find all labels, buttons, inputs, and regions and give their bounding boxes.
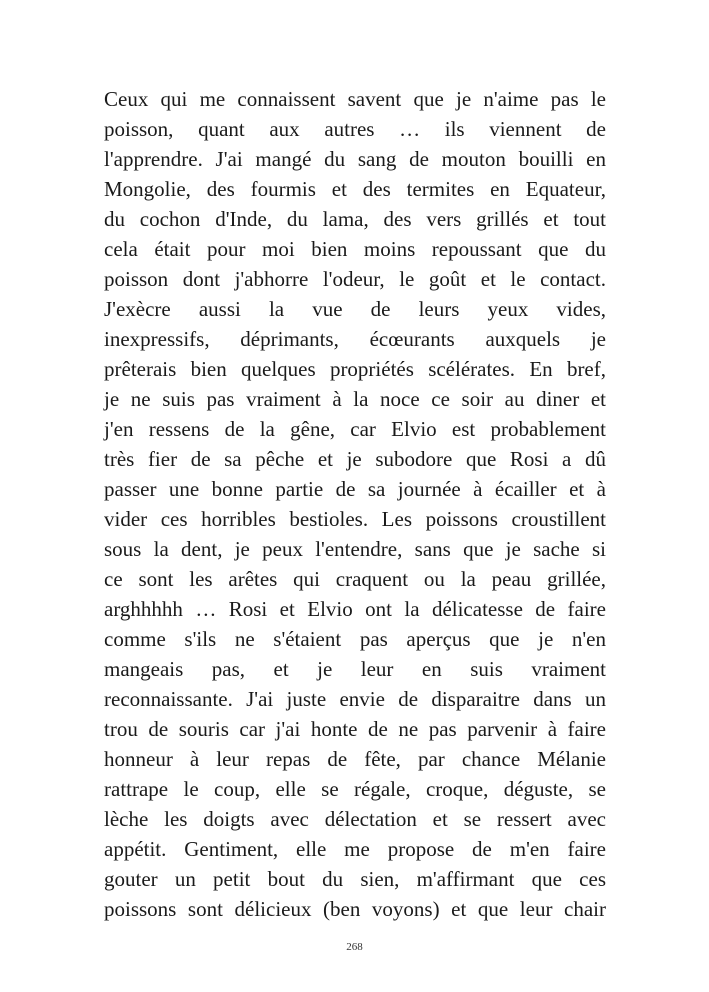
- text-line: Mongolie, des fourmis et des termites en Equateur,: [104, 177, 606, 201]
- text-line: honneur à leur repas de fête, par chance Mélanie: [104, 747, 606, 771]
- text-line: comme s'ils ne s'étaient pas aperçus que je n'en: [104, 627, 606, 651]
- text-line: ce sont les arêtes qui craquent ou la peau grillée,: [104, 567, 606, 591]
- text-line: Ceux qui me connaissent savent que je n'aime pas le: [104, 87, 606, 111]
- text-line: sous la dent, je peux l'entendre, sans que je sache si: [104, 537, 606, 561]
- page-number: 268: [346, 941, 363, 953]
- text-line: trou de souris car j'ai honte de ne pas parvenir à faire: [104, 717, 606, 741]
- text-line: passer une bonne partie de sa journée à écailler et à: [104, 477, 606, 501]
- text-line: gouter un petit bout du sien, m'affirmant que ces: [104, 867, 606, 891]
- text-line: arghhhhh … Rosi et Elvio ont la délicatesse de faire: [104, 597, 606, 621]
- text-line: reconnaissante. J'ai juste envie de disparaitre dans un: [104, 687, 606, 711]
- text-line: J'exècre aussi la vue de leurs yeux vides,: [104, 297, 606, 321]
- body-paragraph: [104, 84, 606, 924]
- text-line: mangeais pas, et je leur en suis vraiment: [104, 657, 606, 681]
- text-line: j'en ressens de la gêne, car Elvio est probablement: [104, 417, 606, 441]
- text-line: cela était pour moi bien moins repoussant que du: [104, 237, 606, 261]
- text-line: appétit. Gentiment, elle me propose de m'en faire: [104, 837, 606, 861]
- text-line: poisson, quant aux autres … ils viennent de: [104, 117, 606, 141]
- text-line: poisson dont j'abhorre l'odeur, le goût et le contact.: [104, 267, 606, 291]
- text-line: rattrape le coup, elle se régale, croque, déguste, se: [104, 777, 606, 801]
- text-line: lèche les doigts avec délectation et se ressert avec: [104, 807, 606, 831]
- text-line: poissons sont délicieux (ben voyons) et que leur chair: [104, 897, 606, 921]
- text-line: l'apprendre. J'ai mangé du sang de mouton bouilli en: [104, 147, 606, 171]
- text-line: prêterais bien quelques propriétés scélérates. En bref,: [104, 357, 606, 381]
- text-line: du cochon d'Inde, du lama, des vers grillés et tout: [104, 207, 606, 231]
- text-line: inexpressifs, déprimants, écœurants auxquels je: [104, 327, 606, 351]
- text-line: je ne suis pas vraiment à la noce ce soir au diner et: [104, 387, 606, 411]
- text-line: vider ces horribles bestioles. Les poissons croustillent: [104, 507, 606, 531]
- text-line: très fier de sa pêche et je subodore que Rosi a dû: [104, 447, 606, 471]
